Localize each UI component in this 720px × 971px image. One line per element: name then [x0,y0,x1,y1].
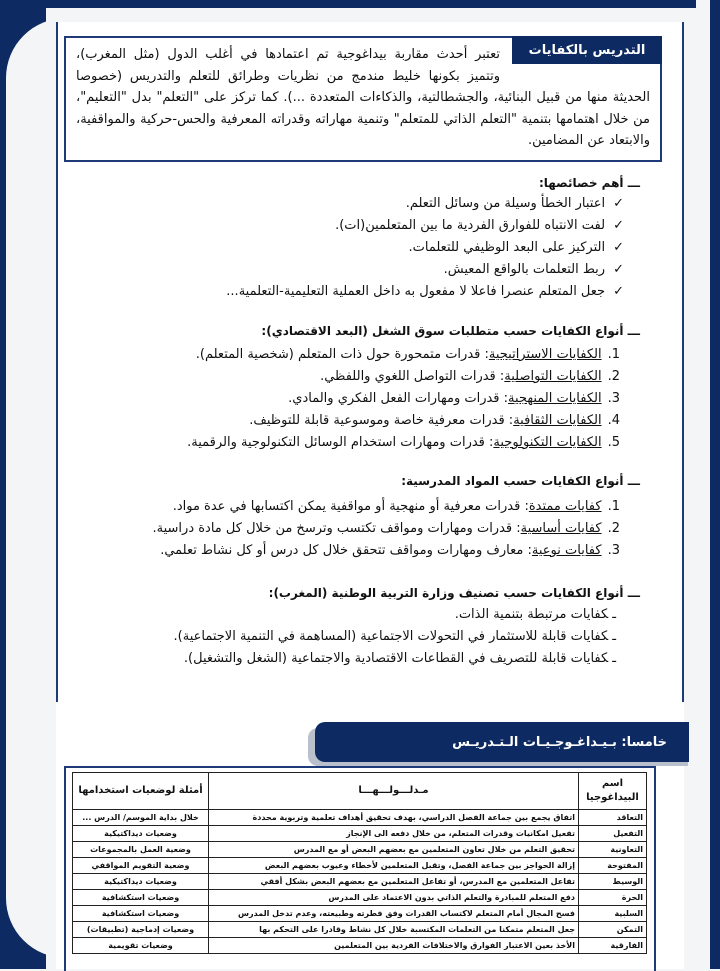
left-border-line [56,22,58,702]
market-item: 1.الكفايات الاستراتيجية: قدرات متمحورة حول ذات المتعلم (شخصية المتعلم). [195,347,620,362]
table-row [73,826,647,842]
ministry-item: ـ كفايات قابلة للاستثمار في التحولات الاجتماعية (المساهمة في التنمية الاجتماعية). [174,626,616,648]
cell-meaning: دفع المتعلم للمبادرة والتعلم الذاتي بدون الاعتماد على المدرس [209,890,579,906]
right-frame-decoration [696,0,720,969]
cell-pedagogy-name: التعاقد [579,810,647,826]
cell-example: وضعيات ديداكتيكية [73,826,209,842]
cell-example: وضعيات استكشافية [73,890,209,906]
table-row [73,938,647,954]
features-title: ـــ أهم خصائصها: [538,176,640,190]
table-row [73,906,647,922]
left-frame-decoration [0,0,46,969]
header-meaning: مـدلـــولـــهـــا [209,773,579,810]
cell-meaning: جعل المتعلم متمكنا من التعلمات المكتسبة خلال كل نشاط وقادرا على التحكم بها [209,922,579,938]
subjects-title: ـــ أنواع الكفايات حسب المواد المدرسية: [401,474,640,488]
cell-example: وضعية التقويم المواقفي [73,858,209,874]
table-row [73,922,647,938]
market-title: ـــ أنواع الكفايات حسب متطلبات سوق الشغل (البعد الاقتصادي): [261,324,640,338]
cell-example: وضعيات استكشافية [73,906,209,922]
intro-box [64,36,662,162]
ministry-title: ـــ أنواع الكفايات حسب تصنيف وزارة التربية الوطنية (المغرب): [268,586,640,600]
table-row [73,842,647,858]
intro-text: تعتبر أحدث مقاربة بيداغوجية تم اعتمادها في أغلب الدول (مثل المغرب)، وتتميز بكونها خليط مندمج من نظريات وطرائق للتعلم والتدريس (خصوصا الحديثة منها من قبيل البنائية، والجشطالتية، والذكاءات المتعددة ...). كما تركز على "التعلم" بدل "التعليم"، من خلال اهتمامها بتنمية "التعلم الذاتي للمتعلم" وتنمية مهاراته وقدراته المعرفية والحس-حركية والمواقفية، والابتعاد عن المضامين. [76,47,650,148]
cell-meaning: تفاعل المتعلمين مع المدرس، أو تفاعل المتعلمين مع بعضهم البعض بشكل أفقي [209,874,579,890]
cell-meaning: الأخذ بعين الاعتبار الفوارق والاختلافات الفردية بين المتعلمين [209,938,579,954]
table-row [73,858,647,874]
ministry-item: ـ كفايات قابلة للتصريف في القطاعات الاقتصادية والاجتماعية (الشغل والتشغيل). [174,648,616,670]
table-row [73,874,647,890]
cell-meaning: إزالة الحواجز بين جماعة الفصل، وتقبل المتعلمين لأخطاء وعيوب بعضهم البعض [209,858,579,874]
cell-pedagogy-name: التفعيل [579,826,647,842]
cell-example: وضعية العمل بالمجموعات [73,842,209,858]
market-item: 5.الكفايات التكنولوجية: قدرات ومهارات استخدام الوسائل التكنولوجية والرقمية. [187,435,620,450]
cell-example: وضعيات تقويمية [73,938,209,954]
cell-pedagogy-name: المفتوحة [579,858,647,874]
subjects-item: 2.كفايات أساسية: قدرات ومهارات ومواقف تكتسب وترسخ من خلال كل مادة دراسية. [152,521,620,536]
cell-pedagogy-name: السلبية [579,906,647,922]
feature-item: ✓ جعل المتعلم عنصرا فاعلا لا مفعول به داخل العملية التعليمية-التعلمية... [226,281,624,303]
cell-example: وضعيات إدماجية (تطبيقات) [73,922,209,938]
cell-pedagogy-name: التعاونية [579,842,647,858]
header-examples: أمثلة لوضعيات استخدامها [73,773,209,810]
table-header-row [73,773,647,810]
intro-tag: التدريس بالكفايات [512,36,662,64]
feature-item: ✓ اعتبار الخطأ وسيلة من وسائل التعلم. [226,193,624,215]
subjects-item: 3.كفايات نوعية: معارف ومهارات ومواقف تتحقق خلال كل درس أو كل نشاط تعلمي. [160,543,620,558]
right-border-line [682,22,684,702]
cell-pedagogy-name: الوسيط [579,874,647,890]
section5-title: خامسا: بـيـداغـوجـيـات الـتـدريـس [452,734,667,750]
section5-banner [315,722,689,762]
cell-example: خلال بداية الموسم/ الدرس ... [73,810,209,826]
cell-meaning: تفعيل امكانيات وقدرات المتعلم، من خلال دفعه الى الإنجاز [209,826,579,842]
feature-item: ✓ لفت الانتباه للفوارق الفردية ما بين المتعلمين(ات). [226,215,624,237]
cell-meaning: فسح المجال أمام المتعلم لاكتساب القدرات وفق فطرته وطبيعته، وعدم تدخل المدرس [209,906,579,922]
ministry-item: ـ كفايات مرتبطة بتنمية الذات. [174,604,616,626]
cell-pedagogy-name: الحرة [579,890,647,906]
cell-pedagogy-name: التمكن [579,922,647,938]
market-item: 2.الكفايات التواصلية: قدرات التواصل اللغوي واللفظي. [320,369,620,384]
cell-example: وضعيات ديداكتيكية [73,874,209,890]
cell-meaning: اتفاق يجمع بين جماعة الفصل الدراسي، بهدف تحقيق أهداف تعلمية وتربوية محددة [209,810,579,826]
market-list [187,344,620,454]
cell-meaning: تحقيق التعلم من خلال تعاون المتعلمين مع بعضهم البعض أو مع المدرس [209,842,579,858]
features-list [226,193,624,303]
top-frame-bar [0,0,720,8]
subjects-list [153,496,620,562]
table-row [73,890,647,906]
pedagogies-table [72,772,647,954]
table-row [73,810,647,826]
market-item: 4.الكفايات الثقافية: قدرات معرفية خاصة وموسوعية قابلة للتوظيف. [249,413,620,428]
market-item: 3.الكفايات المنهجية: قدرات ومهارات الفعل الفكري والمادي. [288,391,620,406]
header-name: اسم البيداغوجيا [579,773,647,810]
subjects-item: 1.كفايات ممتدة: قدرات معرفية أو منهجية أو مواقفية يمكن اكتسابها في عدة مواد. [172,499,620,514]
feature-item: ✓ ربط التعلمات بالواقع المعيش. [226,259,624,281]
feature-item: ✓ التركيز على البعد الوظيفي للتعلمات. [226,237,624,259]
cell-pedagogy-name: الفارقية [579,938,647,954]
ministry-list [174,604,616,670]
